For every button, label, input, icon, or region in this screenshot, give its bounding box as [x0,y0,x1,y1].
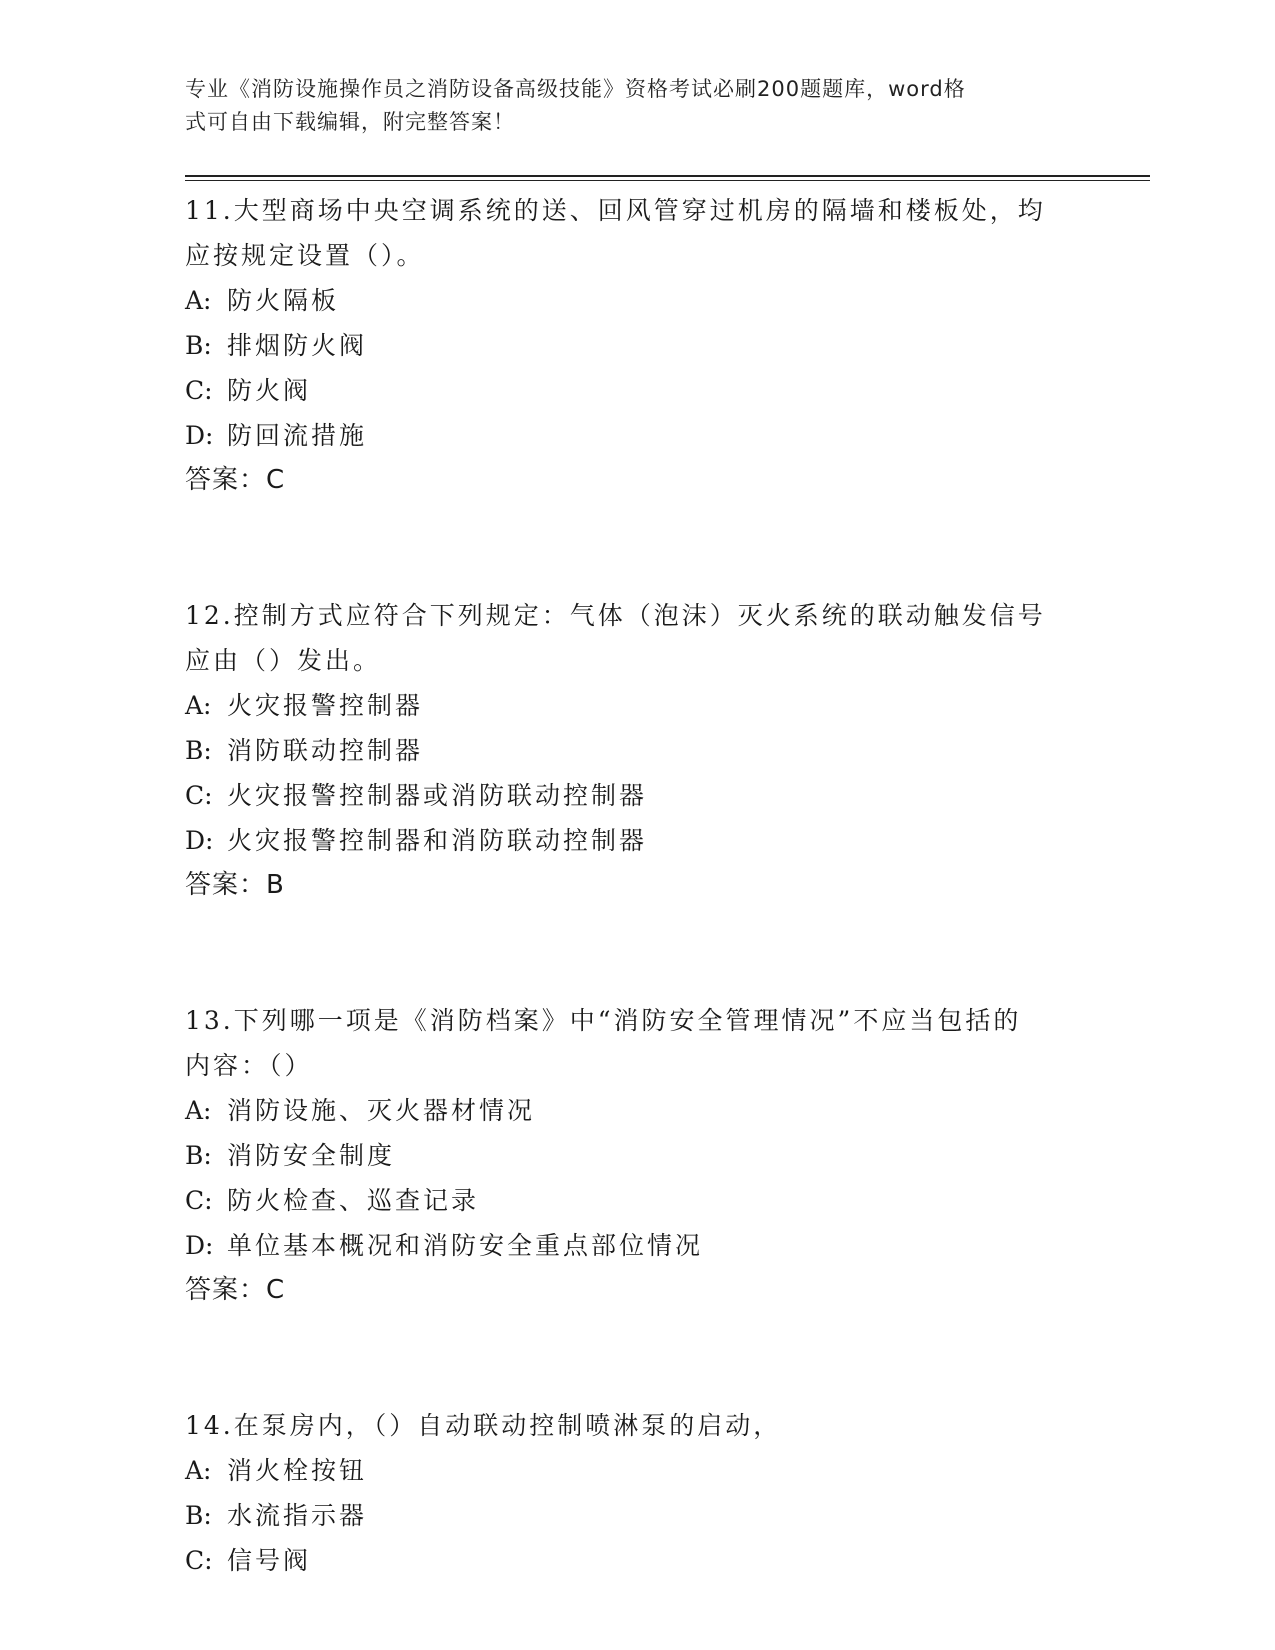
question-stem [185,188,1085,278]
question-stem [185,998,1085,1088]
option-d [185,413,1085,458]
question-stem-line-1: 13.下列哪一项是《消防档案》中“消防安全管理情况”不应当包括的 [185,1006,1022,1035]
header-line-1: 专业《消防设施操作员之消防设备高级技能》资格考试必刷200题题库，word格 [185,77,966,101]
option-text: 防回流措施 [227,421,368,450]
answer-line: 答案：C [185,1275,286,1305]
question-stem [185,593,1085,683]
option-letter: D: [185,826,214,855]
option-a [185,1088,1085,1133]
header-divider-thin [185,180,1150,181]
question-stem-line-2: 内容：（） [185,1051,313,1080]
option-text: 单位基本概况和消防安全重点部位情况 [227,1231,704,1260]
header-line-2: 式可自由下载编辑，附完整答案！ [185,110,515,134]
option-c [185,368,1085,413]
document-header [185,73,1065,139]
option-a [185,278,1085,323]
option-d [185,818,1085,863]
answer-line: 答案：C [185,465,286,495]
option-letter: B: [185,331,212,360]
question-14 [185,1403,1085,1583]
option-letter: A: [185,1456,212,1485]
question-stem [185,1403,1085,1448]
option-letter: A: [185,1096,212,1125]
option-text: 火灾报警控制器 [227,691,424,720]
option-text: 水流指示器 [227,1501,368,1530]
option-letter: A: [185,286,212,315]
question-stem-line-2: 应按规定设置（）。 [185,241,425,270]
option-letter: B: [185,1141,212,1170]
option-text: 防火阀 [227,376,312,405]
option-text: 消火栓按钮 [227,1456,368,1485]
question-13 [185,998,1085,1313]
option-letter: C: [185,781,213,810]
option-a [185,1448,1085,1493]
question-11 [185,188,1085,503]
option-letter: B: [185,736,212,765]
option-text: 排烟防火阀 [227,331,368,360]
option-letter: B: [185,1501,212,1530]
header-divider-thick [185,175,1150,177]
option-letter: D: [185,421,214,450]
option-text: 火灾报警控制器或消防联动控制器 [227,781,648,810]
option-b [185,323,1085,368]
option-text: 防火隔板 [227,286,340,315]
question-12 [185,593,1085,908]
option-a [185,683,1085,728]
question-list [185,188,1085,1583]
question-stem-line-2: 应由（）发出。 [185,646,382,675]
option-d [185,1223,1085,1268]
option-letter: C: [185,1546,213,1575]
option-b [185,1493,1085,1538]
option-text: 消防设施、灭火器材情况 [227,1096,536,1125]
option-text: 消防安全制度 [227,1141,396,1170]
option-letter: A: [185,691,212,720]
option-letter: C: [185,1186,213,1215]
option-b [185,728,1085,773]
question-stem-line-1: 14.在泵房内，（）自动联动控制喷淋泵的启动， [185,1411,782,1440]
option-letter: D: [185,1231,214,1260]
question-stem-line-1: 12.控制方式应符合下列规定：气体（泡沫）灭火系统的联动触发信号 [185,601,1046,630]
option-c [185,773,1085,818]
option-text: 火灾报警控制器和消防联动控制器 [227,826,648,855]
option-c [185,1538,1085,1583]
option-text: 防火检查、巡查记录 [227,1186,480,1215]
option-text: 信号阀 [227,1546,312,1575]
question-stem-line-1: 11.大型商场中央空调系统的送、回风管穿过机房的隔墙和楼板处，均 [185,196,1046,225]
option-c [185,1178,1085,1223]
option-b [185,1133,1085,1178]
answer-line: 答案：B [185,870,285,900]
option-text: 消防联动控制器 [227,736,424,765]
option-letter: C: [185,376,213,405]
